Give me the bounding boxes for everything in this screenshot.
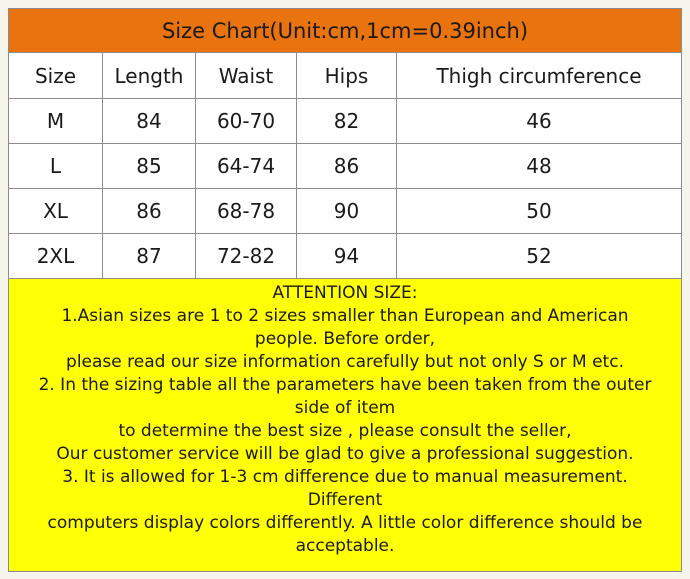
table-cell: 82 [297, 99, 397, 144]
table-cell: 94 [297, 234, 397, 279]
table-cell: L [9, 144, 103, 189]
table-cell: 86 [103, 189, 196, 234]
column-header-size: Size [9, 53, 103, 99]
note-line: acceptable. [295, 536, 395, 556]
table-row [9, 99, 682, 144]
table-row [9, 234, 682, 279]
note-line: Our customer service will be glad to give a professional suggestion. [56, 444, 634, 464]
table-cell: 87 [103, 234, 196, 279]
table-cell: XL [9, 189, 103, 234]
attention-notes [9, 279, 682, 572]
table-cell: 68-78 [196, 189, 297, 234]
table-cell: 50 [397, 189, 682, 234]
table-cell: 48 [397, 144, 682, 189]
table-cell: 84 [103, 99, 196, 144]
table-cell: 72-82 [196, 234, 297, 279]
note-line: computers display colors differently. A little color difference should be [47, 513, 643, 533]
table-cell: 52 [397, 234, 682, 279]
table-cell: M [9, 99, 103, 144]
table-cell: 2XL [9, 234, 103, 279]
table-cell: 85 [103, 144, 196, 189]
note-line: 1.Asian sizes are 1 to 2 sizes smaller than European and American [61, 306, 629, 326]
table-cell: 90 [297, 189, 397, 234]
table-row [9, 144, 682, 189]
note-line: to determine the best size , please consult the seller, [118, 421, 572, 441]
note-line: side of item [294, 398, 396, 418]
note-line: Different [307, 490, 383, 510]
note-line: please read our size information carefully but not only S or M etc. [66, 352, 624, 372]
column-header-thigh: Thigh circumference [397, 53, 682, 99]
notes-heading: ATTENTION SIZE: [272, 283, 418, 303]
table-cell: 60-70 [196, 99, 297, 144]
table-row [9, 189, 682, 234]
chart-title: Size Chart(Unit:cm,1cm=0.39inch) [9, 9, 682, 53]
note-line: 3. It is allowed for 1-3 cm difference due to manual measurement. [62, 467, 628, 487]
note-line: 2. In the sizing table all the parameters have been taken from the outer [38, 375, 652, 395]
header-row [9, 53, 682, 99]
size-chart-table [8, 8, 682, 572]
column-header-waist: Waist [196, 53, 297, 99]
table-cell: 86 [297, 144, 397, 189]
table-cell: 64-74 [196, 144, 297, 189]
table-cell: 46 [397, 99, 682, 144]
column-header-hips: Hips [297, 53, 397, 99]
note-line: people. Before order, [254, 329, 436, 349]
column-header-length: Length [103, 53, 196, 99]
